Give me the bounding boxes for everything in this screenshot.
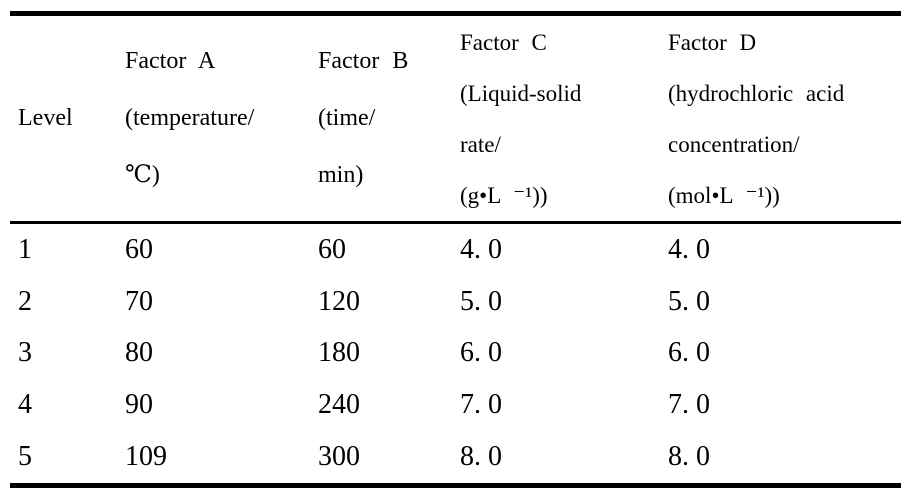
header-line: ℃) bbox=[125, 162, 160, 188]
table-row bbox=[10, 379, 901, 431]
cell-factor-a: 90 bbox=[125, 389, 153, 421]
cell-factor-a: 60 bbox=[125, 233, 153, 265]
header-line: Factor A bbox=[125, 48, 216, 74]
cell-level: 3 bbox=[18, 337, 32, 369]
cell-level: 5 bbox=[18, 441, 32, 473]
cell-factor-c: 5. 0 bbox=[460, 285, 502, 317]
cell-level: 1 bbox=[18, 233, 32, 265]
table-body bbox=[10, 224, 901, 483]
cell-factor-a: 80 bbox=[125, 337, 153, 369]
table-row bbox=[10, 224, 901, 276]
header-line: Factor C bbox=[460, 29, 547, 55]
table-row bbox=[10, 431, 901, 483]
cell-factor-b: 300 bbox=[318, 441, 360, 473]
header-cell-factor-b bbox=[310, 16, 452, 221]
cell-factor-c: 6. 0 bbox=[460, 337, 502, 369]
cell-factor-d: 7. 0 bbox=[668, 389, 710, 421]
cell-factor-c: 8. 0 bbox=[460, 441, 502, 473]
cell-factor-b: 60 bbox=[318, 233, 346, 265]
header-line: (g•L ⁻¹)) bbox=[460, 182, 548, 208]
cell-level: 4 bbox=[18, 389, 32, 421]
cell-factor-d: 5. 0 bbox=[668, 285, 710, 317]
header-line: (time/ bbox=[318, 105, 376, 131]
cell-factor-b: 180 bbox=[318, 337, 360, 369]
cell-factor-a: 109 bbox=[125, 441, 167, 473]
header-line: min) bbox=[318, 162, 364, 188]
cell-factor-d: 6. 0 bbox=[668, 337, 710, 369]
header-cell-factor-a bbox=[117, 16, 310, 221]
cell-factor-c: 4. 0 bbox=[460, 233, 502, 265]
table-row bbox=[10, 276, 901, 328]
header-line: rate/ bbox=[460, 131, 501, 157]
cell-factor-a: 70 bbox=[125, 285, 153, 317]
header-cell-factor-d bbox=[660, 16, 901, 221]
cell-level: 2 bbox=[18, 285, 32, 317]
header-line: (mol•L ⁻¹)) bbox=[668, 182, 780, 208]
header-line: concentration/ bbox=[668, 131, 800, 157]
cell-factor-b: 240 bbox=[318, 389, 360, 421]
header-line: Factor D bbox=[668, 29, 757, 55]
header-line: (hydrochloric acid bbox=[668, 80, 845, 106]
table-header-row bbox=[10, 16, 901, 221]
cell-factor-b: 120 bbox=[318, 285, 360, 317]
table-bottom-rule bbox=[10, 483, 901, 488]
header-cell-factor-c bbox=[452, 16, 660, 221]
factor-level-table bbox=[10, 11, 901, 488]
header-line: (temperature/ bbox=[125, 105, 255, 131]
header-cell-level bbox=[10, 16, 117, 221]
cell-factor-d: 8. 0 bbox=[668, 441, 710, 473]
cell-factor-d: 4. 0 bbox=[668, 233, 710, 265]
table-row bbox=[10, 328, 901, 380]
cell-factor-c: 7. 0 bbox=[460, 389, 502, 421]
header-line: Factor B bbox=[318, 48, 409, 74]
header-line: (Liquid-solid bbox=[460, 80, 582, 106]
header-line: Level bbox=[18, 105, 73, 131]
